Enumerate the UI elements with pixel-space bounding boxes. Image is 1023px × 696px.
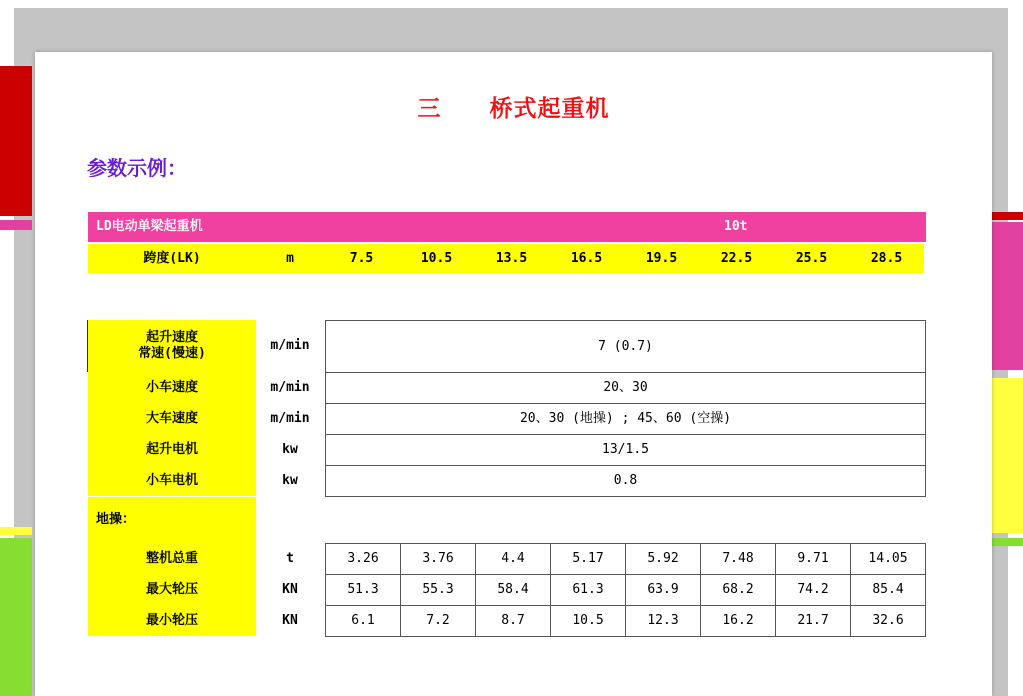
ground-row-value: 85.4 bbox=[850, 574, 926, 606]
ground-row-value: 32.6 bbox=[850, 605, 926, 637]
ground-row-value: 3.26 bbox=[325, 543, 401, 575]
span-value-cell: 10.5 bbox=[399, 244, 474, 273]
speed-row-value: 7 (0.7) bbox=[325, 320, 926, 373]
deco-bar-red-left bbox=[0, 66, 32, 216]
ground-row-label: 整机总重 bbox=[88, 543, 256, 574]
ground-row-value: 10.5 bbox=[550, 605, 626, 637]
ground-row-value: 55.3 bbox=[400, 574, 476, 606]
span-value-cell: 22.5 bbox=[699, 244, 774, 273]
span-unit: m bbox=[256, 244, 324, 273]
span-value-cell: 16.5 bbox=[549, 244, 624, 273]
ground-row-value: 12.3 bbox=[625, 605, 701, 637]
deco-bar-pink-left bbox=[0, 220, 32, 230]
ground-row-value: 8.7 bbox=[475, 605, 551, 637]
page-title bbox=[35, 90, 992, 123]
deco-bar-green-right bbox=[992, 538, 1023, 546]
speed-row-unit: m/min bbox=[270, 338, 310, 354]
ground-row-value: 16.2 bbox=[700, 605, 776, 637]
span-value-cell: 28.5 bbox=[849, 244, 924, 273]
crane-header-band bbox=[328, 212, 926, 242]
speed-row-unit: kw bbox=[282, 441, 298, 457]
title-text: 桥式起重机 bbox=[489, 96, 610, 122]
deco-bar-yellow-right bbox=[992, 378, 1023, 533]
speed-row-label: 起升电机 bbox=[88, 434, 256, 465]
speed-table-left-border bbox=[87, 320, 88, 372]
deco-bar-green-left bbox=[0, 538, 32, 696]
ground-row-value: 7.2 bbox=[400, 605, 476, 637]
ground-row-value: 63.9 bbox=[625, 574, 701, 606]
ground-row-value: 21.7 bbox=[775, 605, 851, 637]
section-subtitle: 参数示例： bbox=[87, 156, 187, 180]
ground-row-unit: KN bbox=[282, 581, 298, 597]
speed-row-value: 0.8 bbox=[325, 465, 926, 497]
speed-row-unit: kw bbox=[282, 472, 298, 488]
speed-row-value: 20、30 (地操) ; 45、60 (空操) bbox=[325, 403, 926, 435]
speed-row-label: 小车电机 bbox=[88, 465, 256, 496]
ground-row-value: 5.17 bbox=[550, 543, 626, 575]
crane-capacity: 10t bbox=[724, 219, 748, 235]
ground-row-unit: KN bbox=[282, 612, 298, 628]
ground-row-value: 51.3 bbox=[325, 574, 401, 606]
speed-row-label: 小车速度 bbox=[88, 372, 256, 403]
ground-row-value: 61.3 bbox=[550, 574, 626, 606]
ground-row-value: 68.2 bbox=[700, 574, 776, 606]
ground-row-value: 4.4 bbox=[475, 543, 551, 575]
ground-row-unit: t bbox=[286, 550, 294, 566]
ground-row-value: 58.4 bbox=[475, 574, 551, 606]
speed-row-value: 20、30 bbox=[325, 372, 926, 404]
span-value-cell: 25.5 bbox=[774, 244, 849, 273]
deco-bar-red-right bbox=[992, 212, 1023, 220]
span-value-cell: 19.5 bbox=[624, 244, 699, 273]
span-value-cell: 13.5 bbox=[474, 244, 549, 273]
ground-row-value: 6.1 bbox=[325, 605, 401, 637]
deco-bar-pink-right bbox=[992, 222, 1023, 370]
speed-row-unit: m/min bbox=[270, 410, 310, 426]
crane-model-cell: LD电动单梁起重机 bbox=[88, 212, 328, 242]
ground-operation-label: 地操： bbox=[88, 497, 256, 543]
ground-row-value: 14.05 bbox=[850, 543, 926, 575]
ground-row-value: 74.2 bbox=[775, 574, 851, 606]
speed-row-unit: m/min bbox=[270, 379, 310, 395]
speed-row-label: 起升速度 常速(慢速) bbox=[88, 320, 256, 372]
span-value-cell: 7.5 bbox=[324, 244, 399, 273]
ground-row-value: 7.48 bbox=[700, 543, 776, 575]
ground-row-value: 5.92 bbox=[625, 543, 701, 575]
speed-row-value: 13/1.5 bbox=[325, 434, 926, 466]
speed-row-label: 大车速度 bbox=[88, 403, 256, 434]
title-number: 三 bbox=[417, 96, 442, 122]
ground-row-label: 最小轮压 bbox=[88, 605, 256, 636]
ground-row-value: 3.76 bbox=[400, 543, 476, 575]
ground-row-value: 9.71 bbox=[775, 543, 851, 575]
span-label: 跨度(LK) bbox=[88, 244, 256, 273]
ground-row-label: 最大轮压 bbox=[88, 574, 256, 605]
deco-bar-yellow-left bbox=[0, 527, 32, 535]
